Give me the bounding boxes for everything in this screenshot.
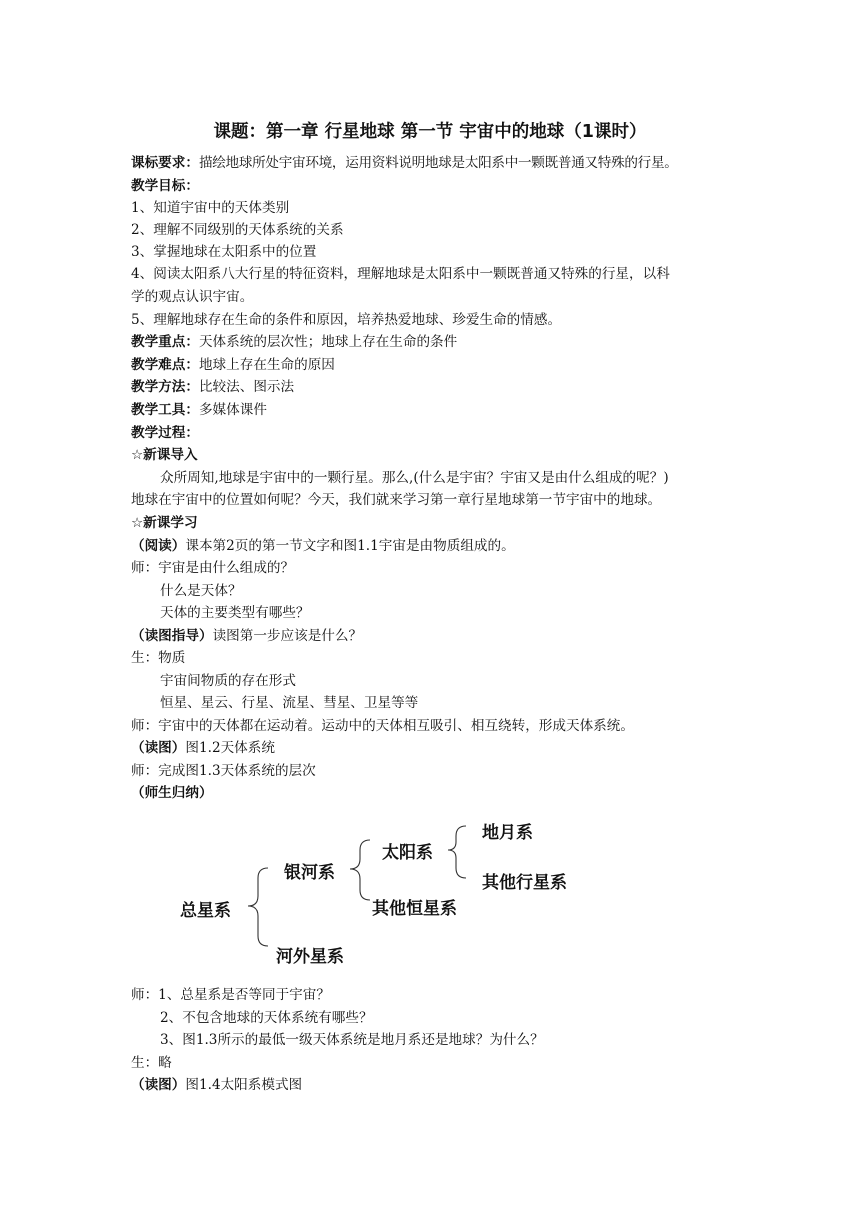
node-milky-way: 银河系 (284, 863, 335, 883)
root-brace (248, 868, 268, 946)
teaching-tools (131, 400, 267, 420)
map-guidance-label: （读图指导） (131, 628, 213, 644)
reading-label: （读图） (131, 1077, 186, 1093)
teacher-question: 师：宇宙是由什么组成的？ (131, 560, 295, 576)
student-answer: 生：略 (131, 1055, 172, 1071)
intro-paragraph: 地球在宇宙中的位置如何呢？今天，我们就来学习第一章行星地球第一节宇宙中的地球。 (131, 492, 662, 508)
teacher-question: 天体的主要类型有哪些？ (160, 605, 310, 621)
teaching-difficulty (131, 355, 335, 375)
goal-item: 2、理解不同级别的天体系统的关系 (131, 222, 344, 238)
reading-text: 图1.2天体系统 (185, 740, 275, 756)
teacher-question: 师：1、总星系是否等同于宇宙？ (131, 987, 330, 1003)
map-guidance-text: 读图第一步应该是什么？ (212, 628, 363, 644)
curriculum-requirement-label: 课标要求： (131, 155, 199, 171)
teaching-difficulty-text: 地球上存在生命的原因 (198, 357, 335, 373)
curriculum-requirement-text: 描绘地球所处宇宙环境，运用资料说明地球是太阳系中一颗既普通又特殊的行星。 (198, 155, 678, 171)
goal-item: 4、阅读太阳系八大行星的特征资料，理解地球是太阳系中一颗既普通又特殊的行星，以科 (131, 266, 670, 282)
teaching-tools-text: 多媒体课件 (198, 402, 267, 418)
teaching-focus (131, 332, 457, 352)
curriculum-requirement (131, 153, 678, 173)
student-answer: 恒星、星云、行星、流星、彗星、卫星等等 (160, 695, 419, 711)
celestial-system-diagram (170, 812, 600, 972)
node-other-star-systems: 其他恒星系 (372, 899, 457, 919)
teacher-question: 2、不包含地球的天体系统有哪些？ (160, 1010, 373, 1026)
teacher-question: 3、图1.3所示的最低一级天体系统是地月系还是地球？为什么？ (160, 1032, 544, 1048)
page-title: 课题：第一章 行星地球 第一节 宇宙中的地球（1课时） (213, 122, 647, 142)
teaching-method-label: 教学方法： (131, 379, 199, 395)
map-guidance (131, 626, 362, 646)
reading-label: （读图） (131, 740, 186, 756)
goal-item: 3、掌握地球在太阳系中的位置 (131, 244, 317, 260)
node-extragalactic: 河外星系 (276, 947, 344, 967)
intro-paragraph: 众所周知,地球是宇宙中的一颗行星。那么,(什么是宇宙？宇宙又是由什么组成的呢？) (160, 470, 669, 486)
teaching-tools-label: 教学工具： (131, 402, 199, 418)
galaxy-brace (350, 840, 370, 900)
node-solar-system: 太阳系 (382, 843, 433, 863)
teaching-focus-text: 天体系统的层次性；地球上存在生命的条件 (198, 334, 458, 350)
reading-text: 图1.4太阳系模式图 (185, 1077, 303, 1093)
teaching-difficulty-label: 教学难点： (131, 357, 199, 373)
reading-instruction (131, 1075, 302, 1095)
sun-brace (448, 826, 466, 878)
goals-heading: 教学目标： (131, 178, 199, 194)
summary-label: （师生归纳） (131, 785, 213, 801)
student-answer: 宇宙间物质的存在形式 (160, 673, 296, 689)
reading-instruction (131, 738, 275, 758)
teaching-method (131, 377, 294, 397)
intro-heading: ☆新课导入 (131, 447, 198, 463)
node-total-galaxy: 总星系 (180, 901, 231, 921)
teaching-focus-label: 教学重点： (131, 334, 199, 350)
teacher-question: 什么是天体？ (160, 583, 242, 599)
process-heading: 教学过程： (131, 425, 199, 441)
student-answer: 生：物质 (131, 650, 186, 666)
teacher-statement: 师：完成图1.3天体系统的层次 (131, 763, 316, 779)
teaching-method-text: 比较法、图示法 (198, 379, 295, 395)
reading-instruction (131, 536, 515, 556)
reading-text: 课本第2页的第一节文字和图1.1宇宙是由物质组成的。 (185, 538, 515, 554)
reading-label: （阅读） (131, 538, 186, 554)
teacher-statement: 师：宇宙中的天体都在运动着。运动中的天体相互吸引、相互绕转，形成天体系统。 (131, 718, 634, 734)
node-other-planet-systems: 其他行星系 (482, 873, 567, 893)
goal-item: 1、知道宇宙中的天体类别 (131, 200, 290, 216)
goal-item: 5、理解地球存在生命的条件和原因，培养热爱地球、珍爱生命的情感。 (131, 312, 562, 328)
node-earth-moon: 地月系 (482, 823, 533, 843)
new-lesson-heading: ☆新课学习 (131, 515, 198, 531)
goal-item: 学的观点认识宇宙。 (131, 289, 254, 305)
